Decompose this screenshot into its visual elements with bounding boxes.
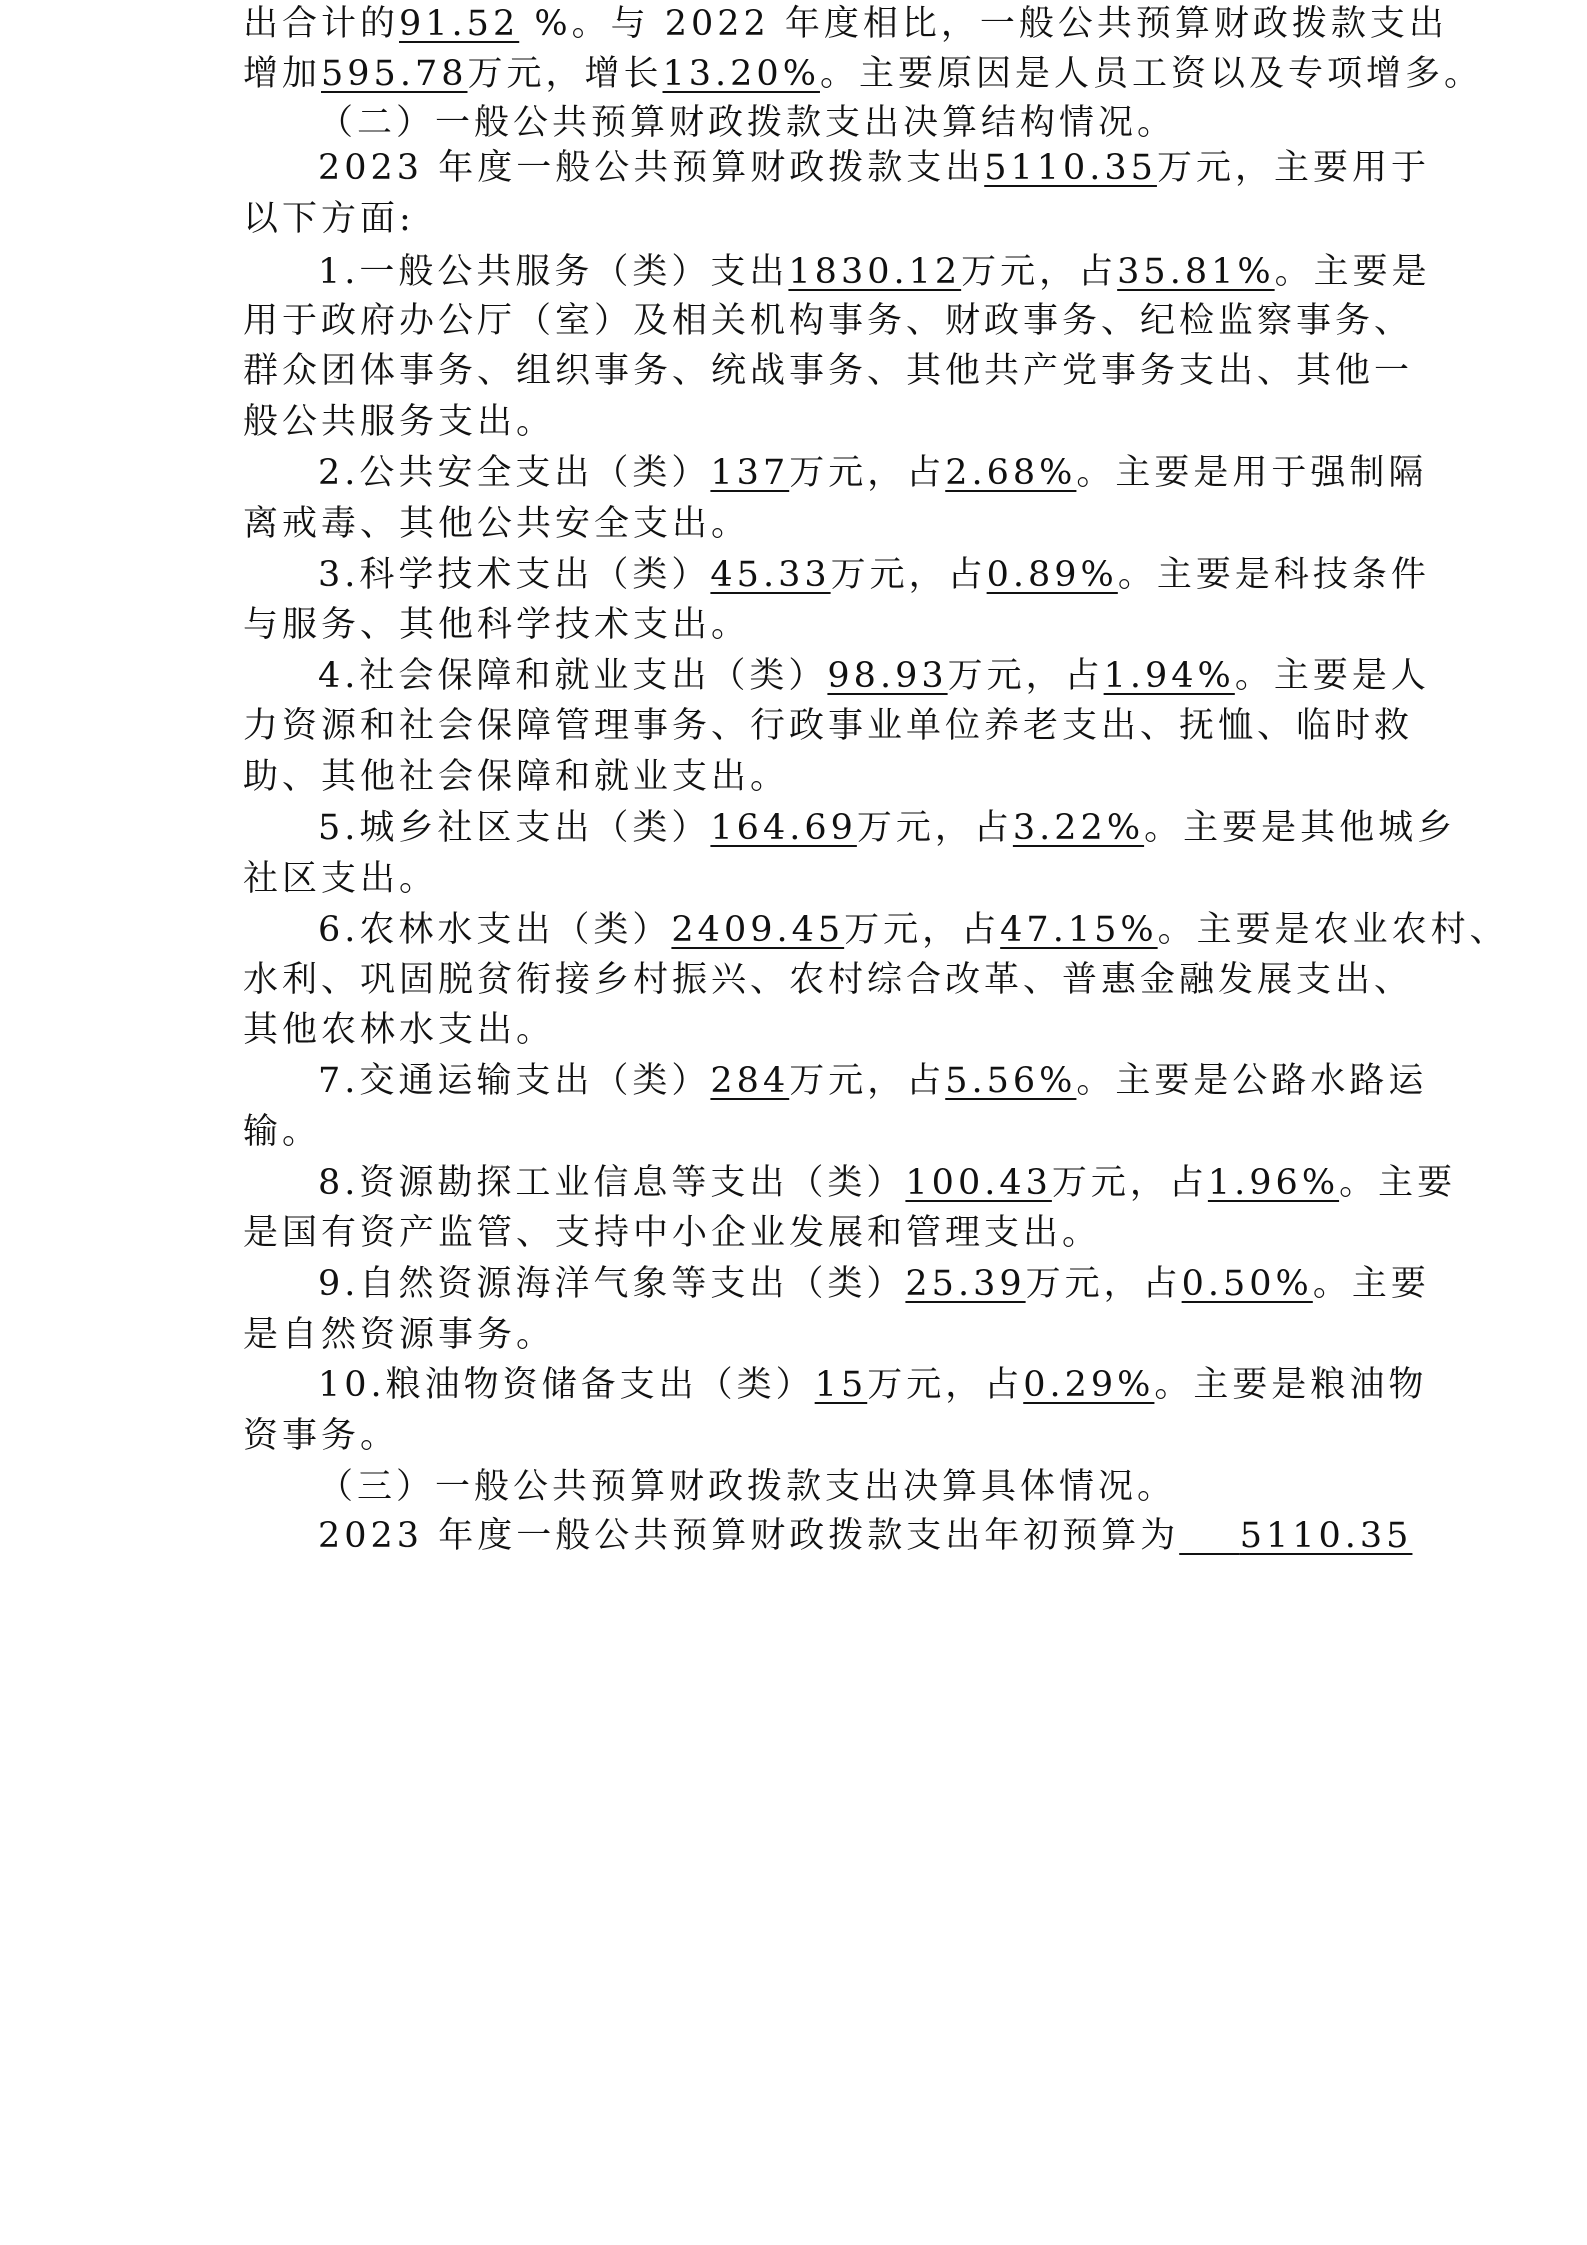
item-9-line-2: 是自然资源事务。 — [243, 1315, 556, 1355]
item-amount: 45.33 — [710, 555, 831, 595]
text: 6.农林水支出（类） — [318, 910, 672, 950]
text: 万元，增长 — [467, 54, 663, 94]
text: 9.自然资源海洋气象等支出（类） — [318, 1264, 906, 1304]
item-1-line-2: 用于政府办公厅（室）及相关机构事务、财政事务、纪检监察事务、 — [243, 301, 1414, 341]
item-6-line-1 — [318, 906, 1509, 954]
text: 万元，占 — [856, 808, 1013, 848]
item-amount: 137 — [710, 453, 790, 493]
item-percent: 2.68% — [945, 453, 1077, 493]
item-amount: 25.39 — [905, 1264, 1026, 1304]
text: 。主要是公路水路运 — [1076, 1061, 1428, 1101]
item-percent: 47.15% — [1000, 910, 1158, 950]
item-amount: 100.43 — [905, 1163, 1052, 1203]
item-8-line-2: 是国有资产监管、支持中小企业发展和管理支出。 — [243, 1213, 1102, 1253]
text: 万元，占 — [867, 1365, 1024, 1405]
item-5-line-2: 社区支出。 — [243, 859, 439, 899]
text: 8.资源勘探工业信息等支出（类） — [318, 1163, 906, 1203]
item-percent: 1.94% — [1103, 656, 1235, 696]
text: 2023 年度一般公共预算财政拨款支出 — [318, 148, 985, 188]
item-amount: 284 — [710, 1061, 790, 1101]
item-percent: 35.81% — [1117, 252, 1275, 292]
text: 出合计的 — [243, 4, 400, 44]
text: 万元，占 — [1025, 1264, 1182, 1304]
item-percent: 1.96% — [1207, 1163, 1340, 1203]
item-2-line-1 — [318, 449, 1428, 497]
item-amount: 98.93 — [827, 656, 948, 696]
budget-amount — [1179, 1512, 1412, 1560]
item-5-line-1 — [318, 804, 1457, 852]
item-amount: 15 — [814, 1365, 868, 1405]
item-amount: 2409.45 — [671, 910, 845, 950]
text: 万元，占 — [830, 555, 987, 595]
item-4-line-2: 力资源和社会保障管理事务、行政事业单位养老支出、抚恤、临时救 — [243, 706, 1414, 746]
text: 。主要 — [1339, 1163, 1457, 1203]
text: 3.科学技术支出（类） — [318, 555, 711, 595]
increase-amount: 595.78 — [321, 54, 468, 94]
text: 。主要 — [1312, 1264, 1430, 1304]
item-8-line-1 — [318, 1159, 1457, 1207]
text: 7.交通运输支出（类） — [318, 1061, 711, 1101]
summary-line-1 — [318, 144, 1430, 192]
item-4-line-1 — [318, 652, 1430, 700]
item-6-line-2: 水利、巩固脱贫衔接乡村振兴、农村综合改革、普惠金融发展支出、 — [243, 960, 1414, 1000]
text: 增加 — [243, 54, 322, 94]
total-amount: 5110.35 — [984, 148, 1157, 188]
share-value: 91.52 — [399, 4, 520, 44]
text: 4.社会保障和就业支出（类） — [318, 656, 828, 696]
text: 。主要是人 — [1234, 656, 1430, 696]
text: 万元，主要用于 — [1156, 148, 1430, 188]
item-amount: 164.69 — [710, 808, 857, 848]
item-3-line-2: 与服务、其他科学技术支出。 — [243, 605, 751, 645]
item-3-line-1 — [318, 551, 1430, 599]
item-1-line-1 — [318, 248, 1431, 296]
section-heading-3: （三）一般公共预算财政拨款支出决算具体情况。 — [318, 1467, 1177, 1507]
item-percent: 0.29% — [1023, 1365, 1155, 1405]
item-2-line-2: 离戒毒、其他公共安全支出。 — [243, 504, 751, 544]
text: 1.一般公共服务（类）支出 — [318, 252, 789, 292]
text: 万元，占 — [789, 453, 946, 493]
section-heading-2: （二）一般公共预算财政拨款支出决算结构情况。 — [318, 103, 1177, 143]
summary-line-2: 以下方面: — [243, 199, 415, 239]
text: 万元，占 — [789, 1061, 946, 1101]
increase-percent: 13.20% — [662, 54, 820, 94]
item-4-line-3: 助、其他社会保障和就业支出。 — [243, 757, 790, 797]
text: 万元，占 — [1051, 1163, 1208, 1203]
text: 5.城乡社区支出（类） — [318, 808, 711, 848]
item-1-line-4: 般公共服务支出。 — [243, 402, 556, 442]
intro-line-1 — [243, 0, 1448, 48]
text: 。主要是其他城乡 — [1144, 808, 1457, 848]
item-10-line-1 — [318, 1361, 1428, 1409]
text: 5110.35 — [1239, 1516, 1413, 1556]
text: 。主要是 — [1274, 252, 1431, 292]
text: %。与 2022 年度相比，一般公共预算财政拨款支出 — [519, 4, 1448, 44]
text: 万元，占 — [961, 252, 1118, 292]
text: 2023 年度一般公共预算财政拨款支出年初预算为 — [318, 1516, 1180, 1556]
item-1-line-3: 群众团体事务、组织事务、统战事务、其他共产党事务支出、其他一 — [243, 351, 1414, 391]
text: 万元，占 — [947, 656, 1104, 696]
text: 。主要是农业农村、 — [1157, 910, 1509, 950]
item-7-line-2: 输。 — [243, 1112, 322, 1152]
text: 。主要原因是人员工资以及专项增多。 — [819, 54, 1483, 94]
item-amount: 1830.12 — [788, 252, 962, 292]
text: 10.粮油物资储备支出（类） — [318, 1365, 815, 1405]
text: 2.公共安全支出（类） — [318, 453, 711, 493]
text: 。主要是科技条件 — [1117, 555, 1430, 595]
item-percent: 3.22% — [1012, 808, 1145, 848]
final-line — [318, 1512, 1413, 1560]
item-6-line-3: 其他农林水支出。 — [243, 1010, 556, 1050]
text — [1179, 1516, 1240, 1556]
text: 。主要是用于强制隔 — [1076, 453, 1428, 493]
item-9-line-1 — [318, 1260, 1430, 1308]
item-7-line-1 — [318, 1057, 1428, 1105]
item-10-line-2: 资事务。 — [243, 1416, 400, 1456]
intro-line-2 — [243, 50, 1483, 98]
item-percent: 5.56% — [945, 1061, 1077, 1101]
item-percent: 0.50% — [1181, 1264, 1313, 1304]
item-percent: 0.89% — [986, 555, 1118, 595]
text: 。主要是粮油物 — [1154, 1365, 1428, 1405]
text: 万元，占 — [844, 910, 1001, 950]
